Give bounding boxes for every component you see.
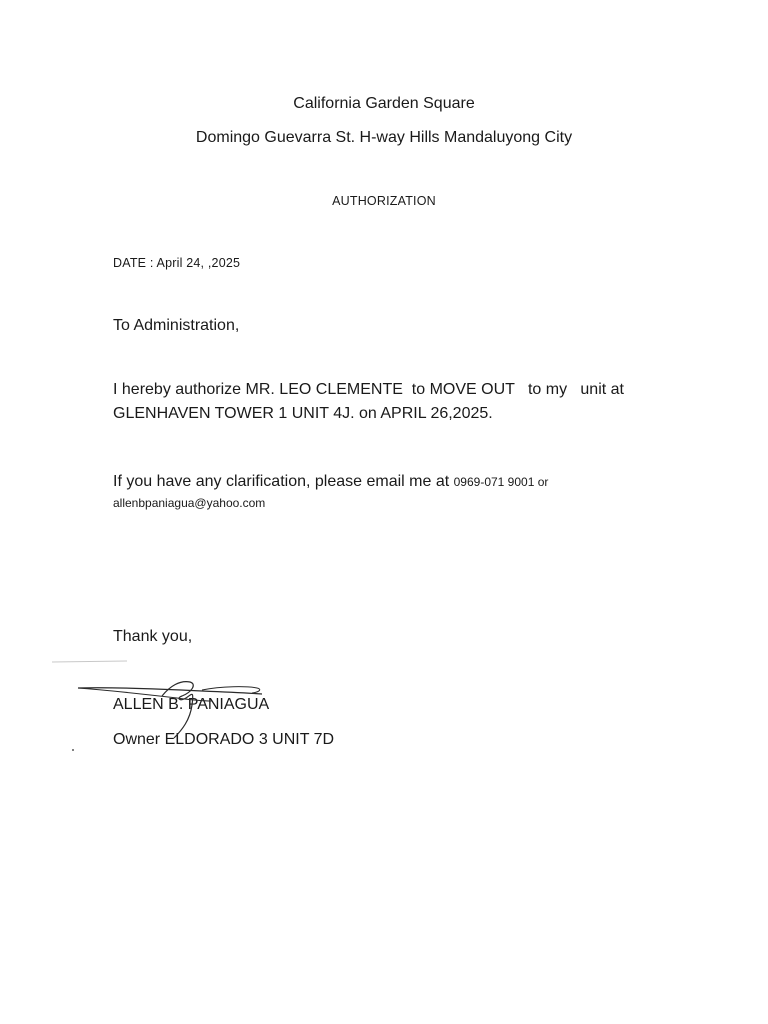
- clarification-email: allenbpaniagua@yahoo.com: [113, 496, 266, 510]
- closing: Thank you,: [113, 628, 193, 645]
- handwritten-signature: [52, 660, 320, 760]
- document-title: AUTHORIZATION: [332, 194, 436, 208]
- signatory-name: ALLEN B. PANIAGUA: [113, 696, 270, 713]
- org-name: California Garden Square: [293, 95, 475, 112]
- clarification-line: [113, 473, 548, 491]
- signatory-title: Owner ELDORADO 3 UNIT 7D: [113, 731, 335, 748]
- body-line-1: I hereby authorize MR. LEO CLEMENTE to MOVE OUT to my unit at: [113, 381, 624, 398]
- clarification-text: If you have any clarification, please email me at: [113, 473, 450, 490]
- date-line: DATE : April 24, ,2025: [113, 256, 241, 270]
- body-line-2: GLENHAVEN TOWER 1 UNIT 4J. on APRIL 26,2025.: [113, 405, 493, 422]
- signature-dot: [72, 749, 74, 751]
- salutation: To Administration,: [113, 317, 240, 334]
- org-address: Domingo Guevarra St. H-way Hills Mandaluyong City: [195, 129, 573, 146]
- signature-image-edge: [52, 661, 127, 662]
- clarification-phone: 0969-071 9001 or: [453, 475, 549, 489]
